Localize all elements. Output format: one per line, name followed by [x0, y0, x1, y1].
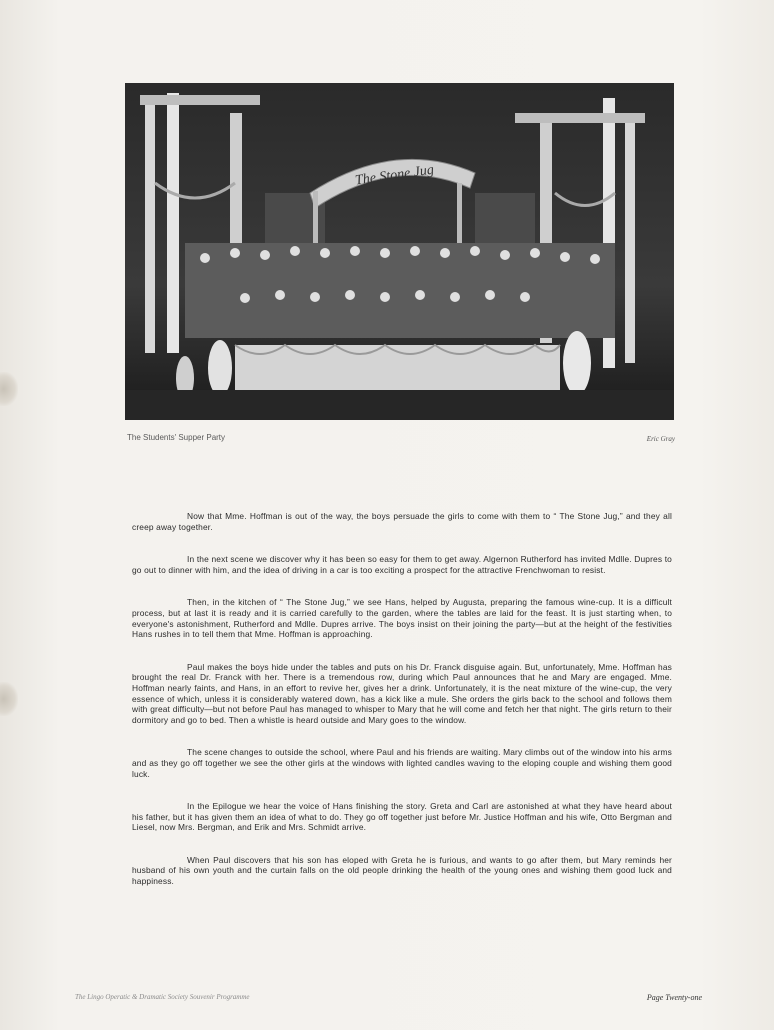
paragraph: Paul makes the boys hide under the tables and puts on his Dr. Franck disguise again. But, unfortunately, Mme. Hoffman has brought the real Dr. Franck with her. There is a tremendous row, during which Paul announces that he and Mary are engaged. Mme. Hoffman nearly faints, and Hans, in an effort to revive her, gives her a drink. Unfortunately, it is the neat mixture of the wine-cup, the very essence of which, unless it is considerably watered down, has a kick like a mule. She orders the girls back to the school and follows them with great difficulty—but not before Paul has managed to whisper to Mary that he will come and fetch her that night. The girls return to their dormitory and go to bed. Then a whistle is heard outside and Mary goes to the window.	[132, 661, 672, 725]
paragraph: Then, in the kitchen of “ The Stone Jug,” we see Hans, helped by Augusta, preparing the famous wine-cup. It is a difficult process, but at last it is ready and it is carried carefully to the garden, where the tables are laid for the feast. It is just starting when, to everyone's astonishment, Rutherford and Mdlle. Dupres arrive. The boys insist on their joining the party—but at the height of the festivities Hans rushes in to tell them that Mme. Hoffman is approaching.	[132, 597, 672, 640]
paragraph: In the next scene we discover why it has been so easy for them to get away. Algernon Rutherford has invited Mdlle. Dupres to go out to dinner with him, and the idea of driving in a car is too exciting a prospect for the attractive Frenchwoman to resist.	[132, 554, 672, 575]
photo-credit: Eric Gray	[646, 435, 675, 443]
synopsis-text	[132, 511, 672, 909]
photo-caption: The Students' Supper Party	[127, 433, 226, 442]
stage-photograph	[125, 83, 674, 420]
programme-footer: The Lingo Operatic & Dramatic Society Souvenir Programme	[75, 993, 250, 1001]
binding-hole	[0, 682, 18, 716]
paragraph: Now that Mme. Hoffman is out of the way, the boys persuade the girls to come with them to “ The Stone Jug,” and they all creep away together.	[132, 511, 672, 532]
paragraph: When Paul discovers that his son has eloped with Greta he is furious, and wants to go after them, but Mary reminds her husband of his own youth and the curtain falls on the old people drinking the health of the young ones and wishing them good luck and happiness.	[132, 854, 672, 887]
sign-text: The Stone Jug	[354, 162, 435, 189]
binding-hole	[0, 372, 18, 406]
paragraph: In the Epilogue we hear the voice of Hans finishing the story. Greta and Carl are astonished at what they have heard about his father, but it has given them an idea of what to do. They go off together just before Mr. Justice Hoffman and his wife, Otto Bergman and Liesel, now Mrs. Bergman, and Erik and Mrs. Schmidt arrive.	[132, 801, 672, 833]
page-number: Page Twenty-one	[646, 993, 702, 1002]
paragraph: The scene changes to outside the school, where Paul and his friends are waiting. Mary climbs out of the window into his arms and as they go off together we see the other girls at the windows with lighted candles waving to the eloping couple and wishing them good luck.	[132, 747, 672, 779]
